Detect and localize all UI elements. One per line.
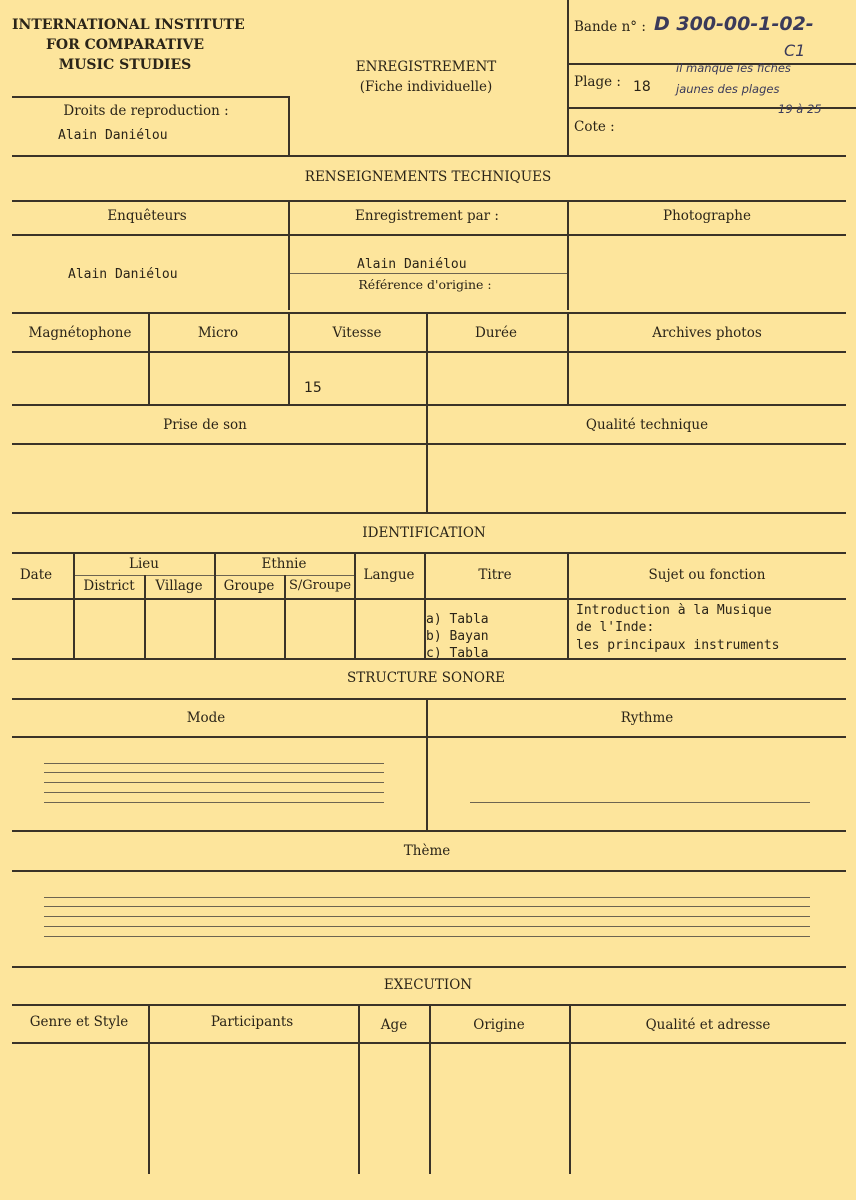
institute-line-2: FOR COMPARATIVE [45,37,205,53]
execution-heading: EXECUTION [383,977,473,993]
write-line [44,782,384,783]
enqueteurs-value: Alain Daniélou [68,267,178,282]
write-line [44,926,810,927]
rule [12,155,846,157]
qualite-technique-label: Qualité technique [585,417,709,433]
sujet-line: de l'Inde: [576,620,655,635]
droits-value: Alain Daniélou [58,128,168,143]
rule [290,273,567,274]
rythme-label: Rythme [620,710,674,726]
rule [12,200,846,202]
structure-heading: STRUCTURE SONORE [346,670,506,686]
plage-label: Plage : [574,74,621,90]
institute-line-1: INTERNATIONAL INSTITUTE [12,17,245,33]
ethnie-label: Ethnie [261,556,307,572]
rule [354,552,356,658]
rule [12,598,846,600]
bande-suffix: C1 [784,41,806,60]
rule [567,200,569,310]
enregistrement-label: Enregistrement par : [355,208,499,224]
titre-label: Titre [478,567,512,583]
cote-label: Cote : [574,119,615,135]
rule [12,658,846,660]
origine-label: Origine [473,1017,525,1033]
lieu-label: Lieu [129,556,159,572]
form-title: ENREGISTREMENT [355,59,497,75]
write-line [44,936,810,937]
write-line [44,772,384,773]
vitesse-value: 15 [304,380,322,396]
institute-line-3: MUSIC STUDIES [58,57,192,73]
rule [12,870,846,872]
titre-item: a) Tabla [426,612,489,627]
rule [148,1004,150,1174]
participants-label: Participants [210,1014,294,1030]
rule [288,200,290,310]
write-line [44,897,810,898]
sgroupe-label: S/Groupe [288,578,352,593]
groupe-label: Groupe [223,578,275,594]
rule [12,966,846,968]
write-line [44,906,810,907]
rule [214,552,216,658]
identification-heading: IDENTIFICATION [362,525,486,541]
archives-label: Archives photos [652,325,762,341]
genre-label: Genre et Style [29,1014,129,1030]
plage-note-2: jaunes des plages [676,82,780,96]
rule [144,575,146,658]
rule [12,512,846,514]
rule [12,830,846,832]
magnetophone-label: Magnétophone [28,325,132,341]
micro-label: Micro [197,325,239,341]
prise-label: Prise de son [163,417,247,433]
rule [12,404,846,406]
sujet-line: les principaux instruments [576,638,780,653]
rule [12,698,846,700]
rule [73,552,75,658]
village-label: Village [155,578,203,594]
rule [12,736,846,738]
rule [12,312,846,314]
rule [567,552,569,658]
enqueteurs-label: Enquêteurs [107,208,187,224]
write-line [44,792,384,793]
rule [12,96,288,98]
plage-note-3: 19 à 25 [778,102,822,116]
rule [12,234,846,236]
rule [567,312,569,404]
enregistrement-value: Alain Daniélou [357,257,467,272]
rule [284,575,286,658]
rule [12,552,846,554]
titre-item: b) Bayan [426,629,489,644]
theme-label: Thème [403,843,451,859]
bande-label: Bande n° : [574,19,646,35]
droits-label: Droits de reproduction : [63,103,229,119]
write-line [470,802,810,803]
write-line [44,802,384,803]
qualite-adresse-label: Qualité et adresse [645,1017,771,1033]
plage-value: 18 [633,79,651,95]
rule [288,96,290,155]
rule [148,312,150,404]
bande-value: D 300-00-1-02- [654,13,814,35]
rule [288,312,290,404]
titre-item: c) Tabla [426,647,489,658]
form-subtitle: (Fiche individuelle) [359,79,493,95]
rule [426,312,428,404]
rule [426,404,428,512]
header-divider [567,0,569,155]
mode-label: Mode [186,710,226,726]
vitesse-label: Vitesse [332,325,382,341]
sujet-label: Sujet ou fonction [648,567,766,583]
reference-label: Référence d'origine : [358,277,492,292]
tech-heading: RENSEIGNEMENTS TECHNIQUES [304,169,552,185]
age-label: Age [380,1017,408,1033]
rule [569,1004,571,1174]
rule [12,351,846,353]
rule [429,1004,431,1174]
write-line [44,916,810,917]
write-line [44,763,384,764]
rule [426,698,428,830]
langue-label: Langue [363,567,415,583]
plage-note-1: il manque les fiches [676,61,791,75]
photographe-label: Photographe [663,208,751,224]
district-label: District [83,578,135,594]
duree-label: Durée [475,325,517,341]
sujet-line: Introduction à la Musique [576,603,772,618]
rule [12,443,846,445]
date-label: Date [19,567,53,583]
rule [358,1004,360,1174]
